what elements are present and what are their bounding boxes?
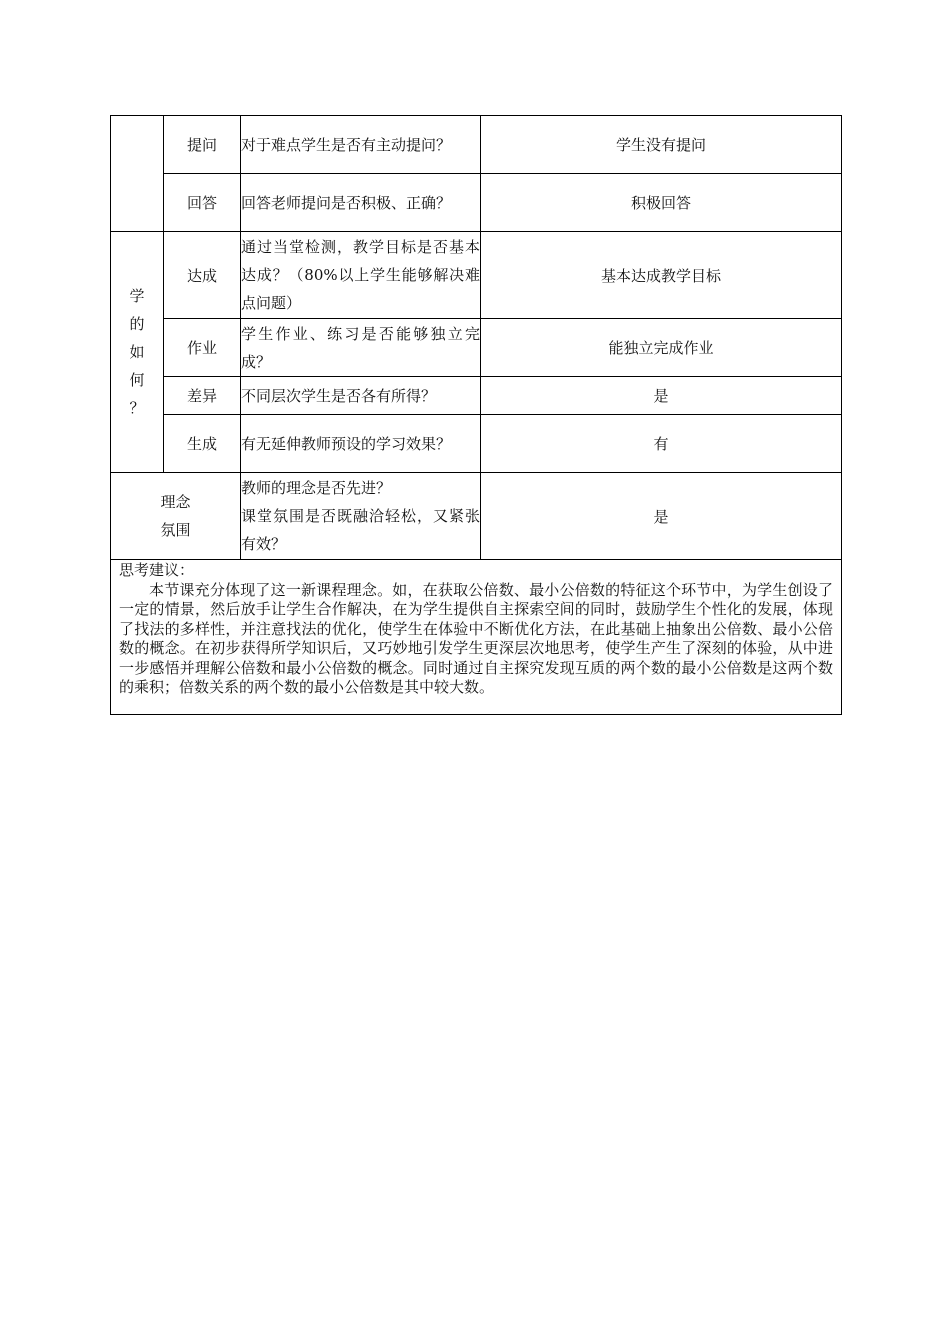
group-label-char: 学 (129, 287, 145, 305)
philosophy-label-line: 氛围 (160, 521, 191, 539)
table-row (111, 319, 842, 377)
answer-cell: 积极回答 (481, 174, 842, 232)
philosophy-label-cell (111, 473, 241, 560)
subitem-cell: 提问 (164, 116, 241, 174)
suggestion-block (111, 560, 841, 702)
philosophy-question-line: 课堂氛围是否既融洽轻松，又紧张有效？ (241, 507, 480, 553)
answer-cell: 基本达成教学目标 (481, 232, 842, 319)
philosophy-question-line: 教师的理念是否先进？ (241, 479, 392, 497)
suggestion-title: 思考建议： (119, 561, 195, 579)
empty-group-cell (111, 116, 164, 232)
answer-cell: 有 (481, 415, 842, 473)
table-row (111, 174, 842, 232)
group-label-char: 如 (129, 343, 145, 361)
table-row (111, 116, 842, 174)
answer-cell: 是 (481, 473, 842, 560)
question-cell: 回答老师提问是否积极、正确？ (241, 174, 481, 232)
question-cell: 不同层次学生是否各有所得？ (241, 377, 481, 415)
question-cell: 通过当堂检测，教学目标是否基本达成？（80%以上学生能够解决难点问题） (241, 232, 481, 319)
question-cell: 学生作业、练习是否能够独立完成？ (241, 319, 481, 377)
subitem-cell: 作业 (164, 319, 241, 377)
subitem-cell: 达成 (164, 232, 241, 319)
philosophy-label-line: 理念 (160, 493, 191, 511)
suggestion-body: 本节课充分体现了这一新课程理念。如，在获取公倍数、最小公倍数的特征这个环节中，为学生创设了一定的情景，然后放手让学生合作解决，在为学生提供自主探索空间的同时，鼓励学生个性化的发展，体现了找法的多样性，并注意找法的优化，使学生在体验中不断优化方法，在此基础上抽象出公倍数、最小公倍数的概念。在初步获得所学知识后，又巧妙地引发学生更深层次地思考，使学生产生了深刻的体验，从中进一步感悟并理解公倍数和最小公倍数的概念。同时通过自主探究发现互质的两个数的最小公倍数是这两个数的乘积；倍数关系的两个数的最小公倍数是其中较大数。 (119, 580, 833, 696)
group-label-char: 何 (129, 371, 145, 389)
subitem-cell: 回答 (164, 174, 241, 232)
answer-cell: 是 (481, 377, 842, 415)
philosophy-row (111, 473, 842, 560)
table-row (111, 415, 842, 473)
question-cell: 对于难点学生是否有主动提问？ (241, 116, 481, 174)
suggestion-row (111, 560, 842, 715)
philosophy-label (111, 488, 240, 544)
philosophy-question-cell (241, 473, 481, 560)
group-label-char: ？ (129, 399, 145, 417)
group-label (129, 282, 145, 422)
evaluation-table (110, 115, 842, 715)
question-cell: 有无延伸教师预设的学习效果？ (241, 415, 481, 473)
suggestion-cell (111, 560, 842, 715)
answer-cell: 学生没有提问 (481, 116, 842, 174)
subitem-cell: 差异 (164, 377, 241, 415)
answer-cell: 能独立完成作业 (481, 319, 842, 377)
table-row (111, 232, 842, 319)
subitem-cell: 生成 (164, 415, 241, 473)
group-label-char: 的 (129, 315, 145, 333)
group-label-cell (111, 232, 164, 473)
table-row (111, 377, 842, 415)
